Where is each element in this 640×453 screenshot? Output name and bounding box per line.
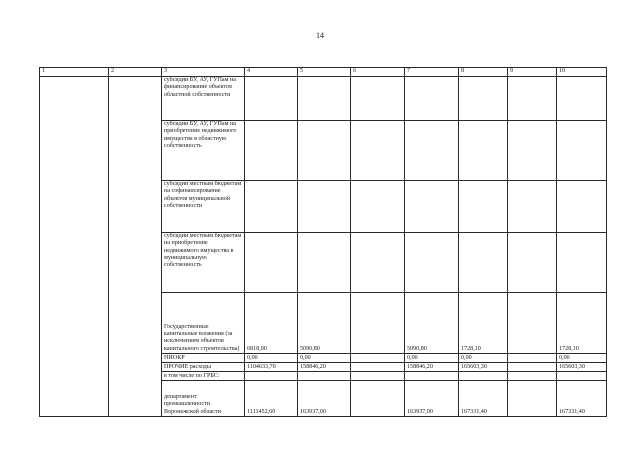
cell-c7: 0,00 <box>405 354 459 363</box>
cell-c8 <box>459 77 508 121</box>
cell-c10 <box>557 181 607 233</box>
row-label: субсидии БУ, АУ, ГУПам на приобретение недвижимого имущества в областную собственность <box>162 121 245 181</box>
cell-c7: 5090,80 <box>405 293 459 354</box>
cell-c5 <box>298 372 351 381</box>
cell-c6 <box>351 372 405 381</box>
cell-c5: 0,00 <box>298 354 351 363</box>
table-row <box>40 77 607 121</box>
merged-cell-col1 <box>40 77 109 417</box>
cell-c9 <box>508 121 557 181</box>
cell-c9 <box>508 354 557 363</box>
cell-c5 <box>298 121 351 181</box>
cell-c4 <box>245 181 298 233</box>
cell-c10: 165603,30 <box>557 363 607 372</box>
cell-c7: 163937,00 <box>405 381 459 417</box>
row-label: НИОКР <box>162 354 245 363</box>
column-number-row <box>40 68 607 77</box>
cell-c7 <box>405 372 459 381</box>
cell-c9 <box>508 293 557 354</box>
cell-c10: 167331,40 <box>557 381 607 417</box>
col-header: 8 <box>459 68 508 77</box>
cell-c9 <box>508 372 557 381</box>
row-label: ПРОЧИЕ расходы <box>162 363 245 372</box>
cell-c4: 1111452,60 <box>245 381 298 417</box>
row-label: в том числе по ГРБС: <box>162 372 245 381</box>
cell-c8: 165603,30 <box>459 363 508 372</box>
cell-c10 <box>557 372 607 381</box>
col-header: 2 <box>109 68 162 77</box>
cell-c10: 0,00 <box>557 354 607 363</box>
cell-c6 <box>351 293 405 354</box>
cell-c8: 167331,40 <box>459 381 508 417</box>
col-header: 3 <box>162 68 245 77</box>
col-header: 5 <box>298 68 351 77</box>
cell-c6 <box>351 363 405 372</box>
row-label: субсидии БУ, АУ, ГУПам на финансирование объектов областной собственности <box>162 77 245 121</box>
col-header: 6 <box>351 68 405 77</box>
cell-c8 <box>459 233 508 293</box>
cell-c4: 6818,90 <box>245 293 298 354</box>
cell-c6 <box>351 181 405 233</box>
row-label: департамент промышленности Воронежской области <box>162 381 245 417</box>
budget-table <box>39 67 607 417</box>
cell-c6 <box>351 233 405 293</box>
cell-c9 <box>508 181 557 233</box>
cell-c6 <box>351 354 405 363</box>
cell-c9 <box>508 363 557 372</box>
cell-c7 <box>405 77 459 121</box>
row-label: субсидии местным бюджетам на приобретение недвижимого имущества в муниципальную собственность <box>162 233 245 293</box>
cell-c10 <box>557 121 607 181</box>
row-label: Государственные капитальные вложения (за исключением объектов капитального строительства) <box>162 293 245 354</box>
cell-c5 <box>298 181 351 233</box>
col-header: 4 <box>245 68 298 77</box>
cell-c4: 1104633,70 <box>245 363 298 372</box>
cell-c5: 158846,20 <box>298 363 351 372</box>
cell-c7 <box>405 121 459 181</box>
cell-c4 <box>245 121 298 181</box>
cell-c8: 1728,10 <box>459 293 508 354</box>
cell-c5: 163937,00 <box>298 381 351 417</box>
cell-c4 <box>245 233 298 293</box>
cell-c10 <box>557 233 607 293</box>
cell-c8 <box>459 121 508 181</box>
cell-c7 <box>405 233 459 293</box>
row-label: субсидии местным бюджетам на софинансирование объектов муниципальной собственности <box>162 181 245 233</box>
cell-c10: 1728,10 <box>557 293 607 354</box>
cell-c8 <box>459 372 508 381</box>
cell-c7 <box>405 181 459 233</box>
cell-c9 <box>508 77 557 121</box>
cell-c6 <box>351 121 405 181</box>
col-header: 7 <box>405 68 459 77</box>
cell-c5: 5090,80 <box>298 293 351 354</box>
cell-c6 <box>351 381 405 417</box>
page-number: 14 <box>316 31 324 40</box>
cell-c10 <box>557 77 607 121</box>
merged-cell-col2 <box>109 77 162 417</box>
cell-c9 <box>508 233 557 293</box>
col-header: 1 <box>40 68 109 77</box>
cell-c4 <box>245 77 298 121</box>
cell-c7: 158846,20 <box>405 363 459 372</box>
cell-c9 <box>508 381 557 417</box>
cell-c5 <box>298 233 351 293</box>
cell-c8 <box>459 181 508 233</box>
col-header: 10 <box>557 68 607 77</box>
cell-c4: 0,00 <box>245 354 298 363</box>
col-header: 9 <box>508 68 557 77</box>
cell-c5 <box>298 77 351 121</box>
cell-c4 <box>245 372 298 381</box>
cell-c8: 0,00 <box>459 354 508 363</box>
cell-c6 <box>351 77 405 121</box>
